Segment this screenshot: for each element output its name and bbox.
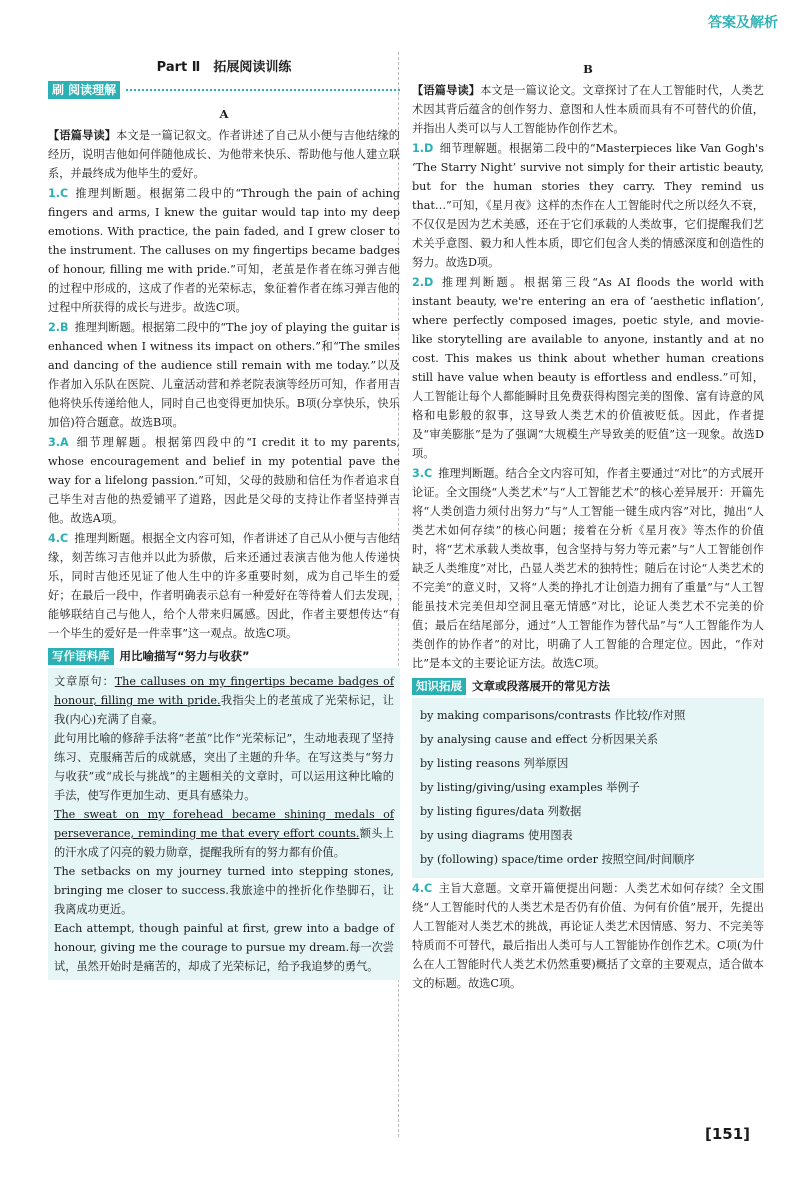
- section-header: [48, 81, 400, 99]
- section-label: 刷 阅读理解: [48, 81, 120, 99]
- answer-b3: [412, 464, 764, 673]
- intro-text: 本文是一篇议论文。文章探讨了在人工智能时代，人类艺术因其背后蕴含的创作努力、意图和人性本质而具有不可替代的价值，并指出人类可以与人工智能协作创作艺术。: [412, 84, 764, 135]
- original-sentence: [54, 672, 394, 729]
- answer-a1: [48, 184, 400, 317]
- passage-b-heading: B: [583, 62, 593, 76]
- example-english: Each attempt, though painful at first, grew into a badge of honour, giving me the courage to pursue my dream.: [54, 922, 394, 954]
- answer-letter: C: [60, 187, 69, 200]
- original-english: The calluses on my fingertips became badges of honour, filling me with pride.: [54, 675, 394, 707]
- explanation: 推理判断题。根据全文内容可知，作者讲述了自己从小便与吉他结缘，刻苦练习吉他并以此为骄傲，后来还通过表演吉他为他人传递快乐，同时吉他还见证了他人生中的许多重要时刻，成为自己毕生的爱好；在最后一段中，作者明确表示总有一种爱好在等待着人们去发现，能够联结自己与他人，给个人带来归属感。因此，作者主要想传达“有一个毕生的爱好是一件幸事”这一观点。故选C项。: [48, 532, 400, 640]
- question-number: 4.: [412, 882, 425, 895]
- question-number: 1.: [412, 142, 425, 155]
- explanation: 主旨大意题。文章开篇便提出问题：人类艺术如何存续？全文围绕“人工智能时代的人类艺术是否仍有价值、为何有价值”展开，先提出人工智能对人类艺术的挑战，再论证人类艺术因情感、努力、不完美等特质而不可替代，最后指出人类可与人工智能协作创作艺术。C项(为什么在人工智能时代人类艺术仍然重要)概括了文章的主要观点，适合做本文的标题。故选C项。: [412, 882, 764, 990]
- part-title: Part Ⅱ 拓展阅读训练: [156, 60, 292, 75]
- question-number: 3.: [48, 436, 61, 449]
- method-item: by using diagrams 使用图表: [420, 829, 573, 842]
- passage-b-intro: [412, 81, 764, 138]
- header-section-title: 答案及解析: [708, 15, 778, 31]
- question-number: 4.: [48, 532, 61, 545]
- answer-b2: [412, 273, 764, 463]
- right-column: [412, 58, 764, 994]
- explanation: 推理判断题。根据第二段中的“The joy of playing the guitar is enhanced when I witness its impact on others.”和“The smiles and dancing of the audience still remain with me today.”以及作者加入乐队在医院、儿童活动营和养老院表演等经历可知，作者用吉他将快乐传递给他人，同时自己也变得更加快乐。B项(分享快乐，快乐加倍)符合题意。故选B项。: [48, 321, 400, 429]
- answer-a4: [48, 529, 400, 643]
- answer-b4: [412, 879, 764, 993]
- section-divider: [126, 89, 400, 91]
- example-sentence-2: [54, 862, 394, 919]
- original-chinese: 我指尖上的老茧成了光荣标记，让我(内心)充满了自豪。: [54, 694, 394, 726]
- knowledge-title: 文章或段落展开的常见方法: [472, 679, 610, 693]
- answer-a3: [48, 433, 400, 528]
- answer-letter: A: [60, 436, 69, 449]
- knowledge-header: [412, 677, 764, 696]
- example-english: The setbacks on my journey turned into stepping stones, bringing me closer to success.: [54, 865, 394, 897]
- example-sentence-1: [54, 805, 394, 862]
- intro-label: 【语篇导读】: [48, 128, 117, 142]
- passage-a-heading: A: [219, 107, 229, 121]
- answer-letter: C: [60, 532, 69, 545]
- answer-a2: [48, 318, 400, 432]
- answer-b1: [412, 139, 764, 272]
- method-item: by listing reasons 列举原因: [420, 757, 569, 770]
- original-label: 文章原句：: [54, 675, 115, 688]
- example-chinese: 每一次尝试，虽然开始时是痛苦的，却成了光荣标记，给予我追梦的勇气。: [54, 941, 394, 973]
- question-number: 2.: [48, 321, 61, 334]
- writing-corpus-header: [48, 647, 400, 666]
- example-sentence-3: [54, 919, 394, 976]
- knowledge-tag: 知识拓展: [412, 678, 466, 695]
- explanation: 细节理解题。根据第二段中的“Masterpieces like Van Gogh's ‘The Starry Night’ survive not simply for their artistic beauty, but for the human stories they carry. They remind us that…”可知，《星月夜》这样的杰作在人工智能时代之所以经久不衰，不仅仅是因为艺术美感，还在于它们承载的人类故事，它们提醒我们艺术关乎意图、毅力和人性本质，即它们包含人类的情感深度和创造性的努力。故选D项。: [412, 142, 764, 269]
- answer-letter: D: [424, 276, 434, 289]
- answer-letter: B: [60, 321, 69, 334]
- explanation: 推理判断题。根据第二段中的“Through the pain of aching fingers and arms, I knew the guitar would tap into my deep emotions. With practice, the pain faded, and I grew closer to the instrument. The calluses on my fingertips became badges of honour, filling me with pride.”可知，老茧是作者在练习弹吉他的过程中形成的，这成了作者的光荣标志，象征着作者在练习弹吉他的过程中所获得的成长与进步。故选C项。: [48, 187, 400, 314]
- left-column: [48, 58, 400, 980]
- question-number: 2.: [412, 276, 425, 289]
- writing-corpus-tag: 写作语料库: [48, 648, 114, 665]
- writing-corpus-box: [48, 668, 400, 980]
- question-number: 3.: [412, 467, 425, 480]
- method-item: by (following) space/time order 按照空间/时间顺序: [420, 853, 695, 866]
- method-item: by listing figures/data 列数据: [420, 805, 582, 818]
- question-number: 1.: [48, 187, 61, 200]
- answer-letter: C: [424, 467, 433, 480]
- example-chinese: 额头上的汗水成了闪亮的毅力勋章，提醒我所有的努力都有价值。: [54, 827, 394, 859]
- writing-corpus-title: 用比喻描写“努力与收获”: [119, 649, 250, 663]
- intro-label: 【语篇导读】: [412, 83, 481, 97]
- explanation: 细节理解题。根据第四段中的“I credit it to my parents, whose encouragement and belief in my potential pave the way for a lifelong passion.”可知，父母的鼓励和信任为作者追求自己毕生对吉他的热爱铺平了道路，因此是父母的支持让作者坚持弹吉他。故选A项。: [48, 436, 400, 525]
- technique-explanation: 此句用比喻的修辞手法将“老茧”比作“光荣标记”，生动地表现了坚持练习、克服痛苦后的成就感，突出了主题的升华。在写这类与“努力与收获”或“成长与挑战”的主题相关的文章时，可以运用这种比喻的手法，使写作更加生动、更具有感染力。: [54, 732, 394, 802]
- intro-text: 本文是一篇记叙文。作者讲述了自己从小便与吉他结缘的经历，说明吉他如何伴随他成长、为他带来快乐、帮助他与他人建立联系，并最终成为他毕生的爱好。: [48, 129, 400, 180]
- explanation: 推理判断题。结合全文内容可知，作者主要通过“对比”的方式展开论证。全文围绕“人类艺术”与“人工智能艺术”的核心差异展开：开篇先将“人类创造力须付出努力”与“人工智能一键生成内容”对比，抛出“人类艺术如何存续”的核心问题；接着在分析《星月夜》等杰作的价值时，将“艺术承载人类故事，包含坚持与努力等元素”与“人工智能创作缺乏人类维度”对比，凸显人类艺术的独特性；随后在讨论“人类艺术的不完美”的意义时，又将“人类的挣扎才让创造力拥有了重量”与“人工智能虽技术完美但却空洞且毫无情感”对比，论证人类艺术不完美的价值；最后在结尾部分，通过“人工智能作为替代品”与“人工智能作为人类创作的协作者”的对比，明确了人工智能的合理定位。因此，“作对比”是本文的主要论证方法。故选C项。: [412, 467, 764, 670]
- page-number: [151]: [705, 1125, 751, 1143]
- method-item: by listing/giving/using examples 举例子: [420, 781, 640, 794]
- answer-letter: D: [424, 142, 434, 155]
- method-item: by making comparisons/contrasts 作比较/作对照: [420, 709, 686, 722]
- example-chinese: 我旅途中的挫折化作垫脚石，让我离成功更近。: [54, 884, 394, 916]
- answer-letter: C: [424, 882, 433, 895]
- method-item: by analysing cause and effect 分析因果关系: [420, 733, 659, 746]
- example-english: The sweat on my forehead became shining medals of perseverance, reminding me that every effort counts.: [54, 808, 394, 840]
- knowledge-box: [412, 698, 764, 878]
- passage-a-intro: [48, 126, 400, 183]
- explanation: 推理判断题。根据第三段“As AI floods the world with instant beauty, we're entering an era of ‘aesthetic inflation’, where perfectly composed images, poetic style, and movie-like storytelling are available to anyone, instantly and at no cost. This makes us think about whether human creations still have value when beauty is effortless and endless.”可知，人工智能让每个人都能瞬时且免费获得构图完美的图像、富有诗意的风格和电影般的叙事，这导致人类艺术的价值被贬低。因此，作者提及“审美膨胀”是为了强调“大规模生产导致美的贬值”这一现象。故选D项。: [412, 276, 764, 460]
